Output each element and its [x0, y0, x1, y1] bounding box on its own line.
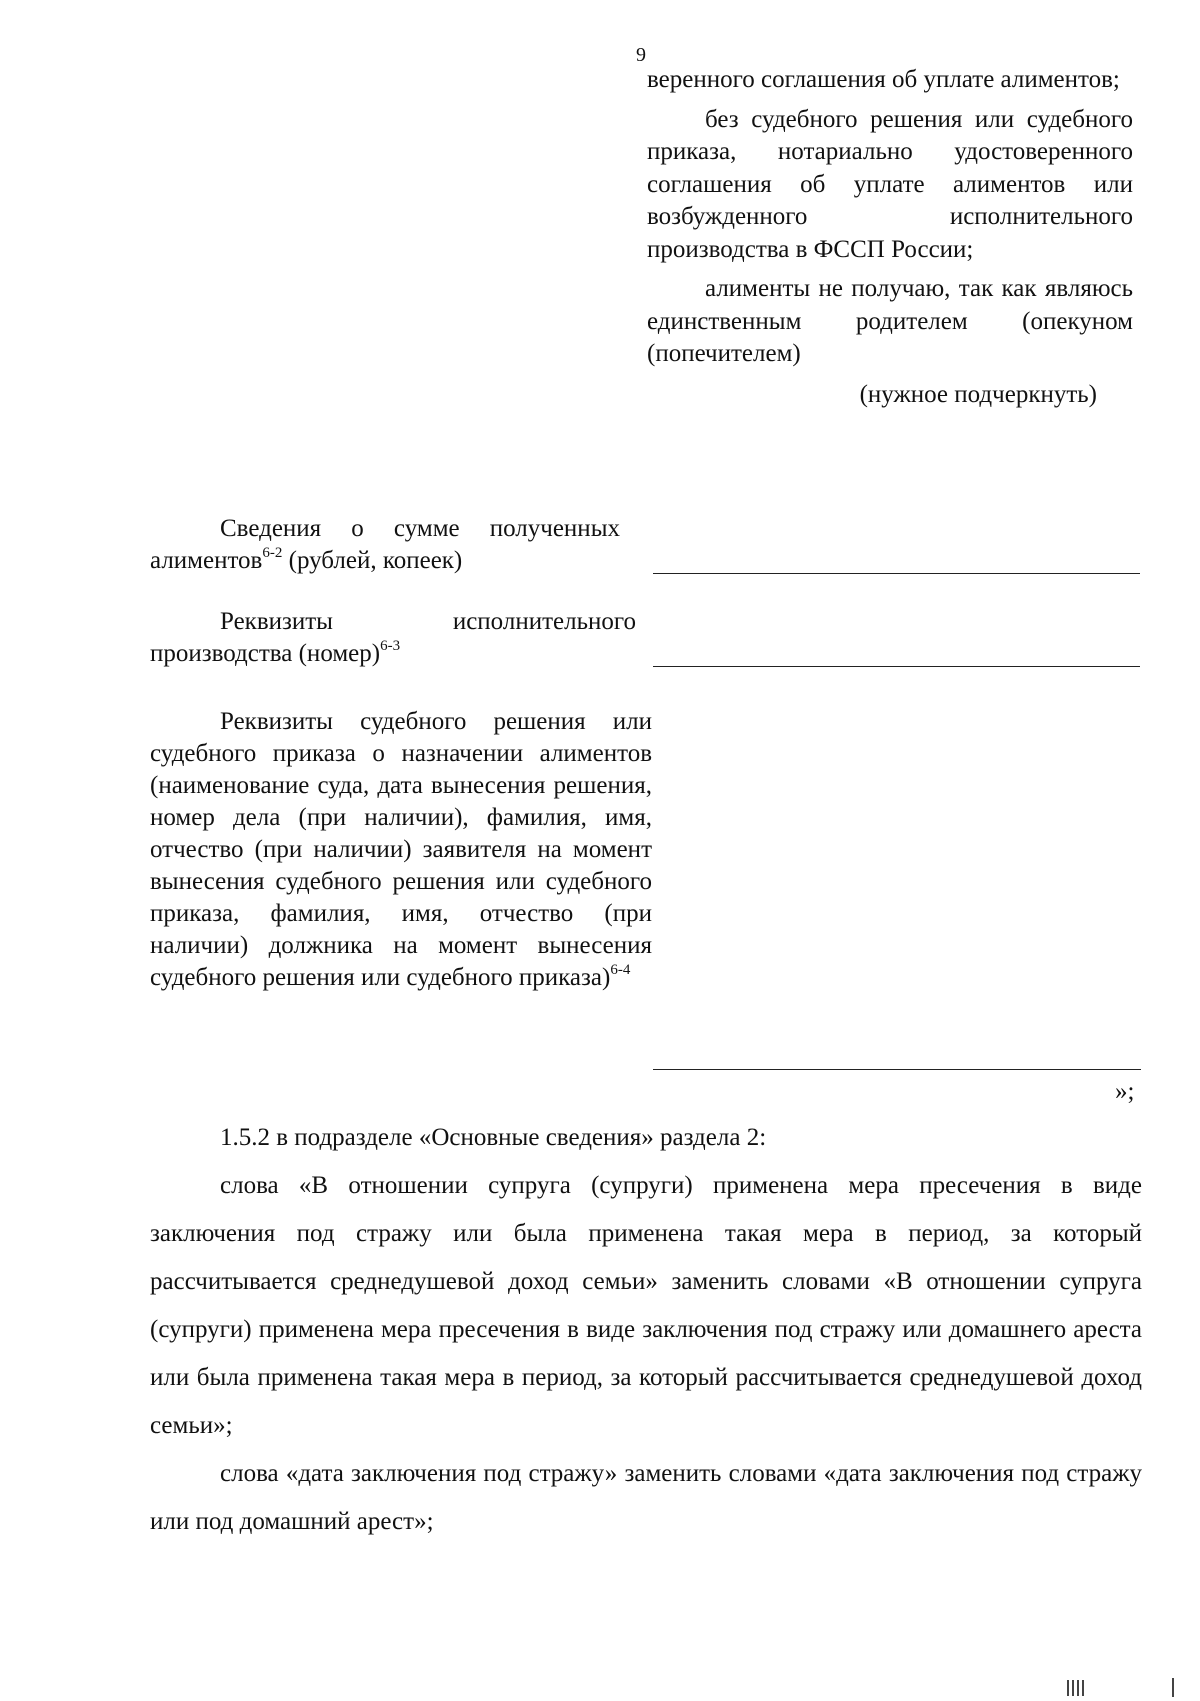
field-court-decision-line[interactable]: [653, 1069, 1141, 1070]
field-enforcement-label: [150, 606, 636, 670]
field-label: Реквизиты исполнительного производства (номер): [150, 608, 636, 667]
footnote-ref: 6-4: [610, 962, 631, 978]
edge-mark: [1172, 1678, 1174, 1697]
option-no-alimony: алименты не получаю, так как являюсь единственным родителем (опекуном (попечителем): [647, 275, 1133, 367]
field-court-decision-label: [150, 706, 652, 994]
field-label: Сведения о сумме полученных алиментов: [150, 515, 620, 574]
option-no-court-decision: без судебного решения или судебного приказа, нотариально удостоверенного соглашения об уплате алиментов или возбужденного исполнительного производства в ФССП России;: [647, 105, 1133, 263]
footnote-ref: 6-2: [262, 545, 283, 561]
field-enforcement-line[interactable]: [653, 666, 1140, 667]
page-number: 9: [636, 44, 646, 66]
field-alimony-amount-label: [150, 513, 620, 577]
amendment-paragraph-1: слова «В отношении супруга (супруги) применена мера пресечения в виде заключения под стражу или была применена такая мера в период, за который рассчитывается среднедушевой доход семьи» заменить словами «В отношении супруга (супруги) применена мера пресечения в виде заключения под стражу или домашнего ареста или была применена такая мера в период, за который рассчитывается среднедушевой доход семьи»;: [150, 1172, 1142, 1439]
footnote-ref: 6-3: [380, 638, 401, 654]
right-column-options: [647, 64, 1133, 411]
field-label: Реквизиты судебного решения или судебного приказа о назначении алиментов (наименование суда, дата вынесения решения, номер дела (при наличии), фамилия, имя, отчество (при наличии) заявителя на момент вынесения судебного решения или судебного приказа, фамилия, имя, отчество (при наличии) должника на момент вынесения судебного решения или судебного приказа): [150, 708, 652, 991]
closing-quote: »;: [1115, 1078, 1135, 1105]
amendment-heading: 1.5.2 в подразделе «Основные сведения» раздела 2:: [220, 1124, 767, 1151]
amendment-text: [150, 1114, 1142, 1546]
barcode-mark: [1067, 1680, 1087, 1701]
option-continuation: веренного соглашения об уплате алиментов;: [647, 66, 1120, 93]
amendment-paragraph-2: слова «дата заключения под стражу» заменить словами «дата заключения под стражу или под домашний арест»;: [150, 1460, 1142, 1535]
field-label-suffix: (рублей, копеек): [282, 547, 463, 574]
underline-note: (нужное подчеркнуть): [859, 380, 1097, 408]
field-alimony-amount-line[interactable]: [653, 573, 1140, 574]
